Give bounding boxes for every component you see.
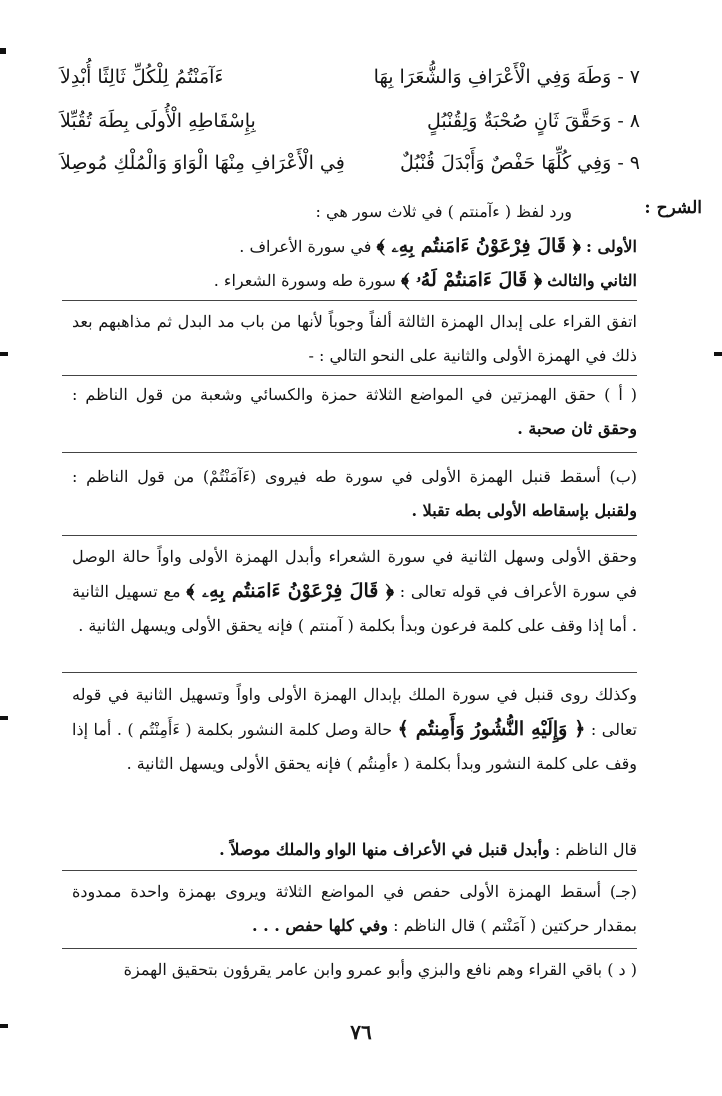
section-divider xyxy=(62,300,637,301)
paragraph-d-after: حالة وصل كلمة النشور بكلمة ( ءَأَمِنْتُم ) . أما إذا وقف على كلمة النشور وبدأ بكلمة ( ءأمِنتُم ) فإنه يحقق الأولى ويسهل الثانية . xyxy=(72,720,637,773)
verse-line-9 xyxy=(60,152,680,192)
margin-mark xyxy=(0,716,8,720)
point-b xyxy=(72,460,637,528)
margin-mark xyxy=(714,352,722,356)
section-divider xyxy=(62,672,637,673)
paragraph-d-before: وكذلك روى قنبل في سورة الملك بإبدال الهمزة الأولى واواً وتسهيل الثانية في قوله تعالى : xyxy=(72,685,638,739)
quran-quote-mulk: ﴿ وَإِلَيْهِ النُّشُورُ وَأَمِنتُم ﴾ xyxy=(397,718,586,740)
quran-quote-second: ﴿ قَالَ ءَامَنتُمْ لَهُۥ ﴾ xyxy=(400,269,543,291)
section-divider xyxy=(62,452,637,453)
point-d: ( د ) باقي القراء وهم نافع والبزي وأبو عمرو وابن عامر يقرؤون بتحقيق الهمزة xyxy=(123,960,637,979)
nazim-quote-label: قال الناظم : xyxy=(554,840,637,859)
nazim-quote-text: وأبدل قنبل في الأعراف منها الواو والملك موصلاً . xyxy=(219,840,550,859)
first-occurrence xyxy=(72,229,637,264)
verse-first-hemistich: ٩ - وَفِي كُلِّهَا حَفْصٌ وَأَبْدَلَ قُنْبُلٌ xyxy=(400,152,640,174)
nazim-quote-line xyxy=(72,833,637,867)
verse-second-hemistich: بِإِسْقَاطِهِ الْأُولَى بِطَهَ تُقُبِّلاَ xyxy=(60,110,256,132)
section-divider xyxy=(62,948,637,949)
verse-line-8 xyxy=(60,110,680,150)
point-a-text: ( أ ) حقق الهمزتين في المواضع الثلاثة حمزة والكسائي وشعبة من قول الناظم : xyxy=(72,385,637,404)
section-divider xyxy=(62,535,637,536)
intro-line: ورد لفظ ( ءآمنتم ) في ثلاث سور هي : xyxy=(315,202,572,221)
verse-first-hemistich: ٨ - وَحَقَّقَ ثَانٍ صُحْبَةٌ وَلِقُنْبُلٍ xyxy=(427,110,640,132)
verse-second-hemistich: فِي الْأَعْرَافِ مِنْهَا الْوَاوَ وَالْمُلْكِ مُوصِلاَ xyxy=(60,152,345,174)
quran-quote-araf: ﴿ قَالَ فِرْعَوْنُ ءَامَنتُم بِهِۦ ﴾ xyxy=(186,580,395,602)
point-j xyxy=(72,875,637,943)
point-j-quote: وفي كلها حفص . . . xyxy=(251,916,389,935)
margin-mark xyxy=(0,352,8,356)
paragraph-c xyxy=(72,540,637,643)
point-a-quote: وحقق ثان صحبة . xyxy=(517,419,637,438)
point-b-text: (ب) أسقط قنبل الهمزة الأولى في سورة طه فيروى (ءَآمَنْتُمْ) من قول الناظم : xyxy=(72,467,637,486)
point-j-text: (جـ) أسقط الهمزة الأولى حفص في المواضع الثلاثة ويروى بهمزة واحدة ممدودة بمقدار حركتين ( آمَنْتم ) قال الناظم : xyxy=(72,882,637,935)
paragraph-d xyxy=(72,678,637,781)
verse-first-hemistich: ٧ - وَطَهَ وَفِي الْأَعْرَافِ وَالشُّعَرَا بِهَا xyxy=(373,66,640,88)
first-rest: في سورة الأعراف . xyxy=(239,237,372,256)
section-divider xyxy=(62,870,637,871)
verse-second-hemistich: ءَآمَنْتُمُ لِلْكُلِّ ثَالِثًا أُبْدِلاَ xyxy=(60,66,224,88)
second-occurrence xyxy=(72,263,637,298)
agreement-paragraph: اتفق القراء على إبدال الهمزة الثالثة ألفاً وجوباً لأنها من باب مد البدل ثم مذاهبهم بعد ذلك في الهمزة الأولى والثانية على النحو التالي : - xyxy=(72,312,637,365)
page-number: ٧٦ xyxy=(350,1020,372,1044)
verse-line-7 xyxy=(60,66,680,106)
paragraph-c-after: مع تسهيل الثانية . أما إذا وقف على كلمة فرعون وبدأ بكلمة ( آمنتم ) فإنه يحقق الأولى ويسهل الثانية . xyxy=(72,582,637,635)
paragraph-c-before: وحقق الأولى وسهل الثانية في سورة الشعراء وأبدل الهمزة الأولى واواً حالة الوصل في سورة الأعراف في قوله تعالى : xyxy=(72,547,638,601)
quran-quote-first: ﴿ قَالَ فِرْعَوْنُ ءَامَنتُم بِهِۦ ﴾ xyxy=(376,235,581,257)
explanation-label: الشرح : xyxy=(644,198,702,218)
second-label: الثاني والثالث xyxy=(547,271,637,290)
point-b-quote: ولقنبل بإسقاطه الأولى بطه تقبلا . xyxy=(411,501,637,520)
second-rest: سورة طه وسورة الشعراء . xyxy=(213,271,396,290)
first-label: الأولى : xyxy=(586,237,637,256)
point-a xyxy=(72,378,637,446)
margin-mark xyxy=(0,48,6,54)
section-divider xyxy=(62,375,637,376)
